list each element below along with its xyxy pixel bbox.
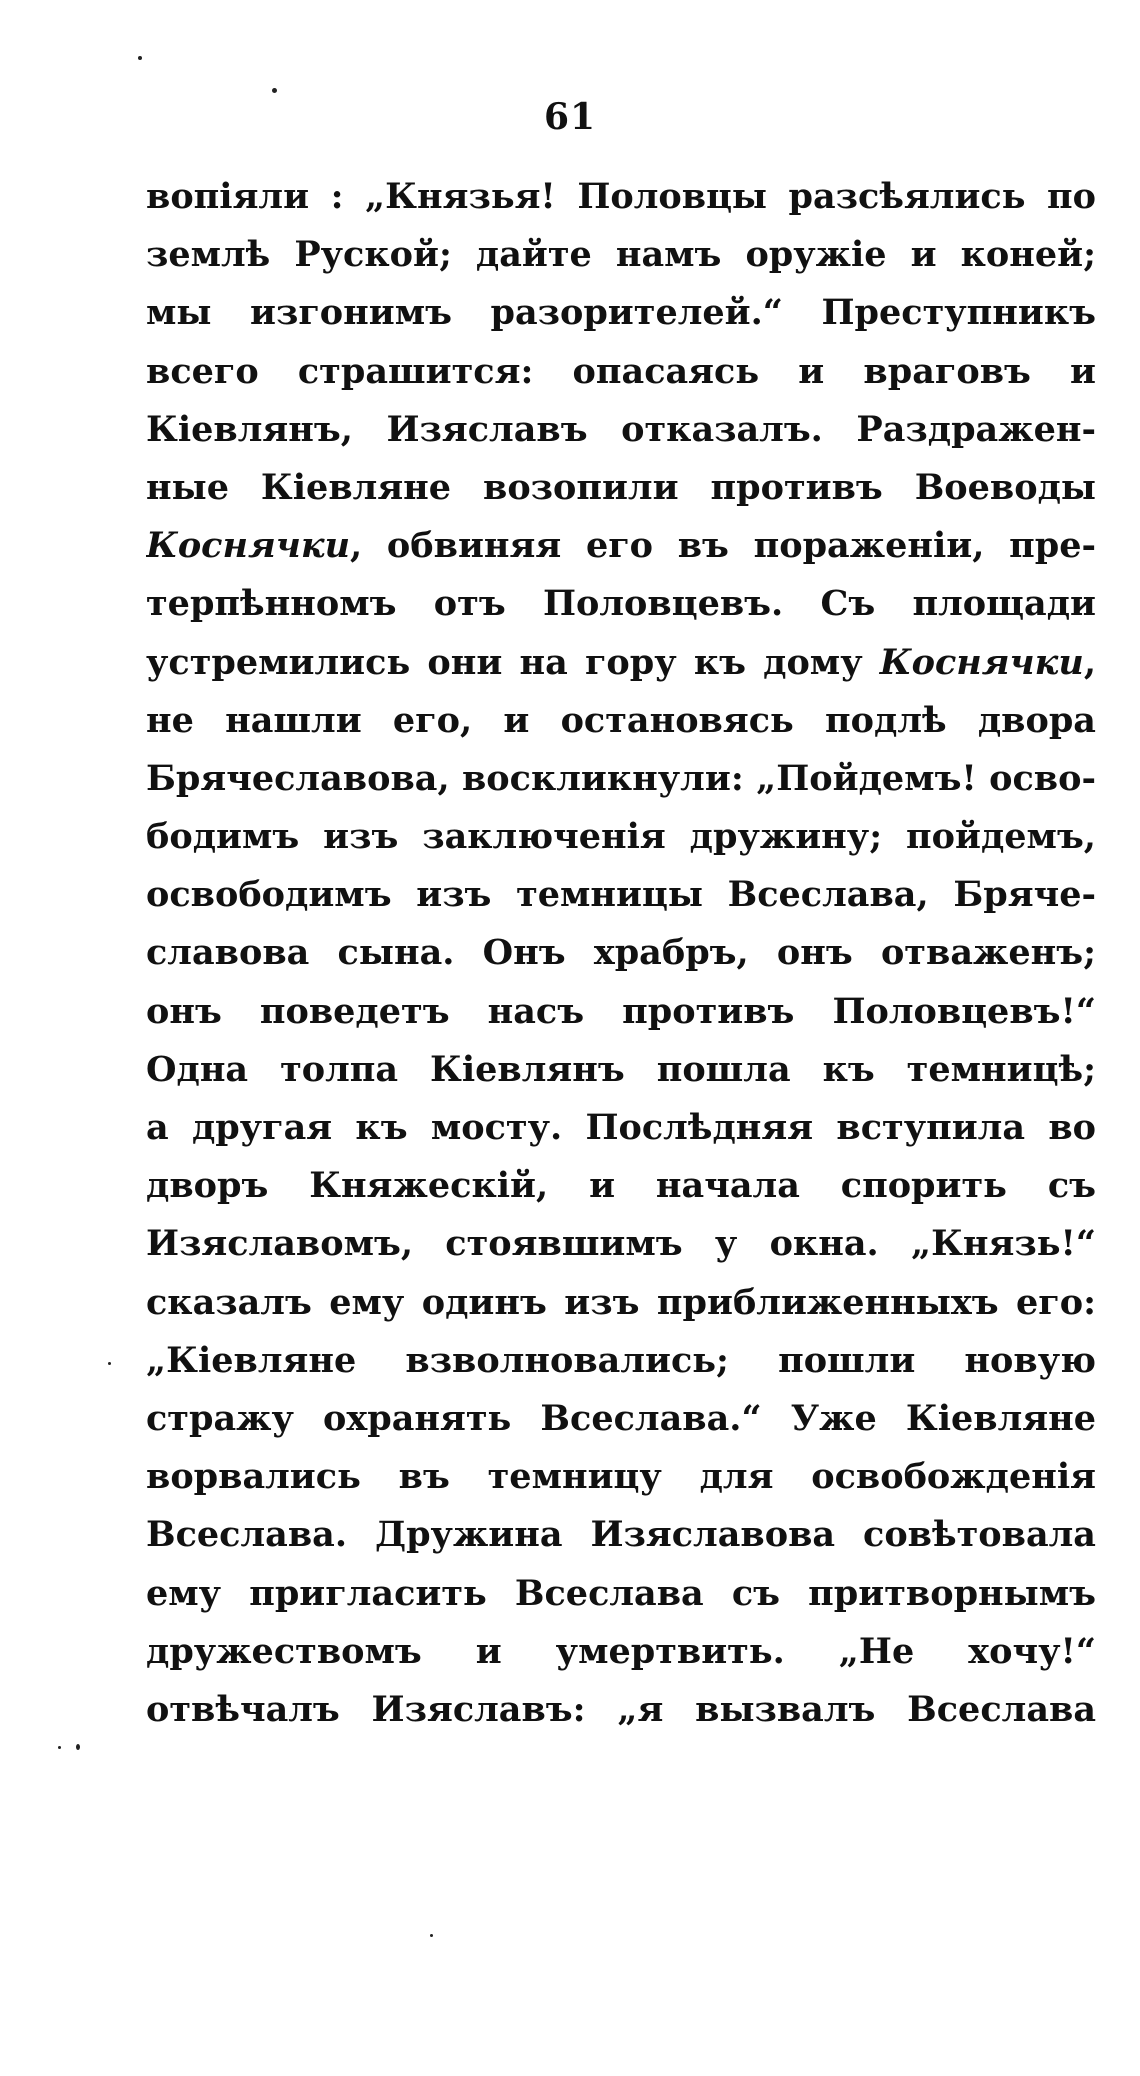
text-run: вопіяли : „Князья! Половцы разсѣялись по [146, 176, 1096, 217]
text-line [146, 284, 1096, 342]
text-line [146, 983, 1096, 1041]
ink-speck [430, 1934, 433, 1937]
text-run: Брячеславова, воскликнули: „Пойдемъ! осво- [146, 757, 1096, 799]
text-line [146, 1506, 1096, 1564]
text-line [146, 1099, 1096, 1157]
text-run: , обвиняя его въ пораженіи, пре- [350, 525, 1096, 567]
text-run: всего страшится: опасаясь и враговъ и [146, 350, 1096, 392]
text-line [146, 459, 1096, 517]
text-run: ему пригласить Всеслава съ притворнымъ [146, 1572, 1096, 1614]
text-line [146, 1565, 1096, 1623]
ink-speck [76, 1744, 80, 1750]
text-line [146, 168, 1096, 226]
text-run: славова сына. Онъ храбръ, онъ отваженъ; [146, 932, 1096, 974]
text-line [146, 750, 1096, 808]
text-line [146, 517, 1096, 575]
text-run: стражу охранять Всеслава.“ Уже Кіевляне [146, 1397, 1096, 1439]
text-run: , [1083, 641, 1096, 683]
ink-speck [58, 1746, 61, 1749]
text-line [146, 1623, 1096, 1681]
text-run: Всеслава. Дружина Изяславова совѣтовала [146, 1514, 1096, 1556]
italic-name: Коснячки [879, 641, 1084, 683]
text-line [146, 401, 1096, 459]
text-run: а другая къ мосту. Послѣдняя вступила во [146, 1107, 1096, 1148]
text-run: устремились они на гору къ дому [146, 641, 880, 683]
text-line [146, 1157, 1096, 1215]
text-line [146, 866, 1096, 924]
text-line [146, 808, 1096, 866]
text-run: дворъ Княжескій, и начала спорить съ [146, 1165, 1096, 1207]
text-line [146, 343, 1096, 401]
text-run: землѣ Руской; дайте намъ оружіе и коней; [146, 234, 1096, 276]
text-line [146, 1215, 1096, 1273]
text-run: мы изгонимъ разорителей.“ Преступникъ [146, 292, 1096, 334]
text-run: ные Кіевляне возопили противъ Воеводы [146, 466, 1096, 508]
text-line [146, 1448, 1096, 1506]
text-line [146, 575, 1096, 633]
text-line [146, 226, 1096, 284]
text-line [146, 1390, 1096, 1448]
text-run: освободимъ изъ темницы Всеслава, Бряче- [146, 874, 1096, 916]
text-run: бодимъ изъ заключенія дружину; пойдемъ, [146, 816, 1096, 858]
text-run: онъ поведетъ насъ противъ Половцевъ!“ [146, 990, 1096, 1032]
text-run: не нашли его, и остановясь подлѣ двора [146, 699, 1096, 741]
text-line [146, 634, 1096, 692]
text-line [146, 1681, 1096, 1739]
text-run: сказалъ ему одинъ изъ приближенныхъ его: [146, 1281, 1096, 1323]
italic-name: Коснячки [146, 525, 351, 567]
text-line [146, 1332, 1096, 1390]
text-run: ворвались въ темницу для освобожденія [146, 1456, 1096, 1498]
body-text [146, 168, 1096, 1739]
page-number: 61 [543, 96, 597, 138]
ink-speck [272, 88, 277, 93]
text-run: отвѣчалъ Изяславъ: „я вызвалъ Всеслава [146, 1688, 1096, 1730]
text-run: дружествомъ и умертвить. „Не хочу!“ [146, 1630, 1096, 1672]
text-line [146, 924, 1096, 982]
text-run: „Кіевляне взволновались; пошли новую [146, 1339, 1096, 1381]
text-run: терпѣнномъ отъ Половцевъ. Съ площади [146, 583, 1096, 625]
text-line [146, 1274, 1096, 1332]
ink-speck [138, 56, 142, 60]
text-line [146, 1041, 1096, 1099]
text-run: Одна толпа Кіевлянъ пошла къ темницѣ; [146, 1048, 1096, 1090]
text-line [146, 692, 1096, 750]
ink-speck [108, 1362, 111, 1365]
text-run: Изяславомъ, стоявшимъ у окна. „Князь!“ [146, 1223, 1096, 1265]
text-run: Кіевлянъ, Изяславъ отказалъ. Раздражен- [146, 408, 1096, 450]
